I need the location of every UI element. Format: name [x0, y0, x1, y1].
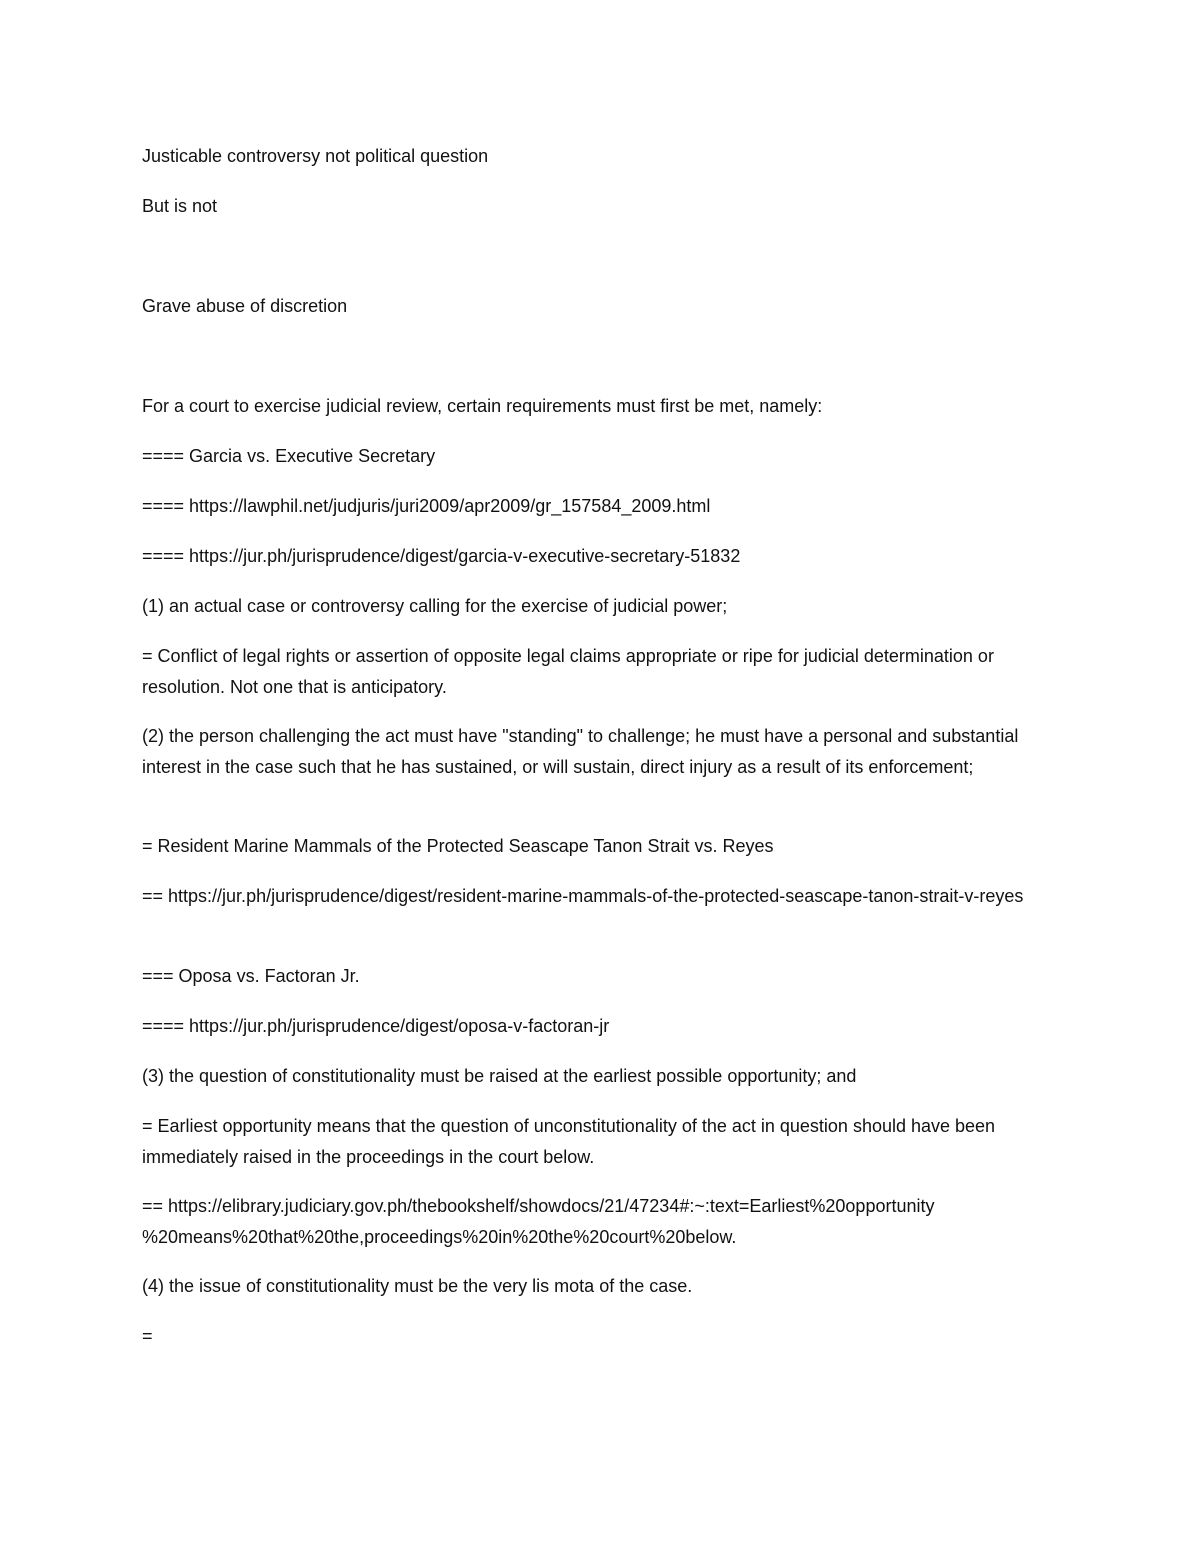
case-oposa: === Oposa vs. Factoran Jr. [142, 966, 360, 986]
link-jur-oposa: ==== https://jur.ph/jurisprudence/digest/oposa-v-factoran-jr [142, 1016, 610, 1036]
requirement-1: (1) an actual case or controversy calling for the exercise of judicial power; [142, 596, 728, 616]
text-but-is-not: But is not [142, 196, 218, 216]
case-garcia: ==== Garcia vs. Executive Secretary [142, 446, 436, 466]
trailing-equals: = [142, 1326, 153, 1346]
link-jur-resident-marine-mammals: == https://jur.ph/jurisprudence/digest/resident-marine-mammals-of-the-protected-seascape-tanon-strait-v-reyes [142, 886, 1024, 906]
link-lawphil-garcia: ==== https://lawphil.net/judjuris/juri2009/apr2009/gr_157584_2009.html [142, 496, 711, 516]
case-resident-marine-mammals: = Resident Marine Mammals of the Protected Seascape Tanon Strait vs. Reyes [142, 836, 774, 856]
requirement-4: (4) the issue of constitutionality must be the very lis mota of the case. [142, 1276, 693, 1296]
requirement-3-note: = Earliest opportunity means that the question of unconstitutionality of the act in question should have been immediately raised in the proceedings in the court below. [142, 1116, 996, 1167]
heading-grave-abuse: Grave abuse of discretion [142, 296, 348, 316]
heading-justiciable-controversy: Justicable controversy not political question [142, 146, 489, 166]
requirement-3: (3) the question of constitutionality must be raised at the earliest possible opportunity; and [142, 1066, 857, 1086]
requirement-2: (2) the person challenging the act must have "standing" to challenge; he must have a personal and substantial interest in the case such that he has sustained, or will sustain, direct injury as a result of its enforcement; [142, 726, 1019, 777]
link-jur-garcia: ==== https://jur.ph/jurisprudence/digest/garcia-v-executive-secretary-51832 [142, 546, 741, 566]
requirement-1-note: = Conflict of legal rights or assertion of opposite legal claims appropriate or ripe for judicial determination or resolution. Not one that is anticipatory. [142, 646, 994, 697]
intro-requirements: For a court to exercise judicial review, certain requirements must first be met, namely: [142, 396, 823, 416]
link-elibrary-judiciary: == https://elibrary.judiciary.gov.ph/thebookshelf/showdocs/21/47234#:~:text=Earliest%20opportunity %20means%20that%20the,proceedings%20in%20the%20court%20below. [142, 1196, 935, 1247]
